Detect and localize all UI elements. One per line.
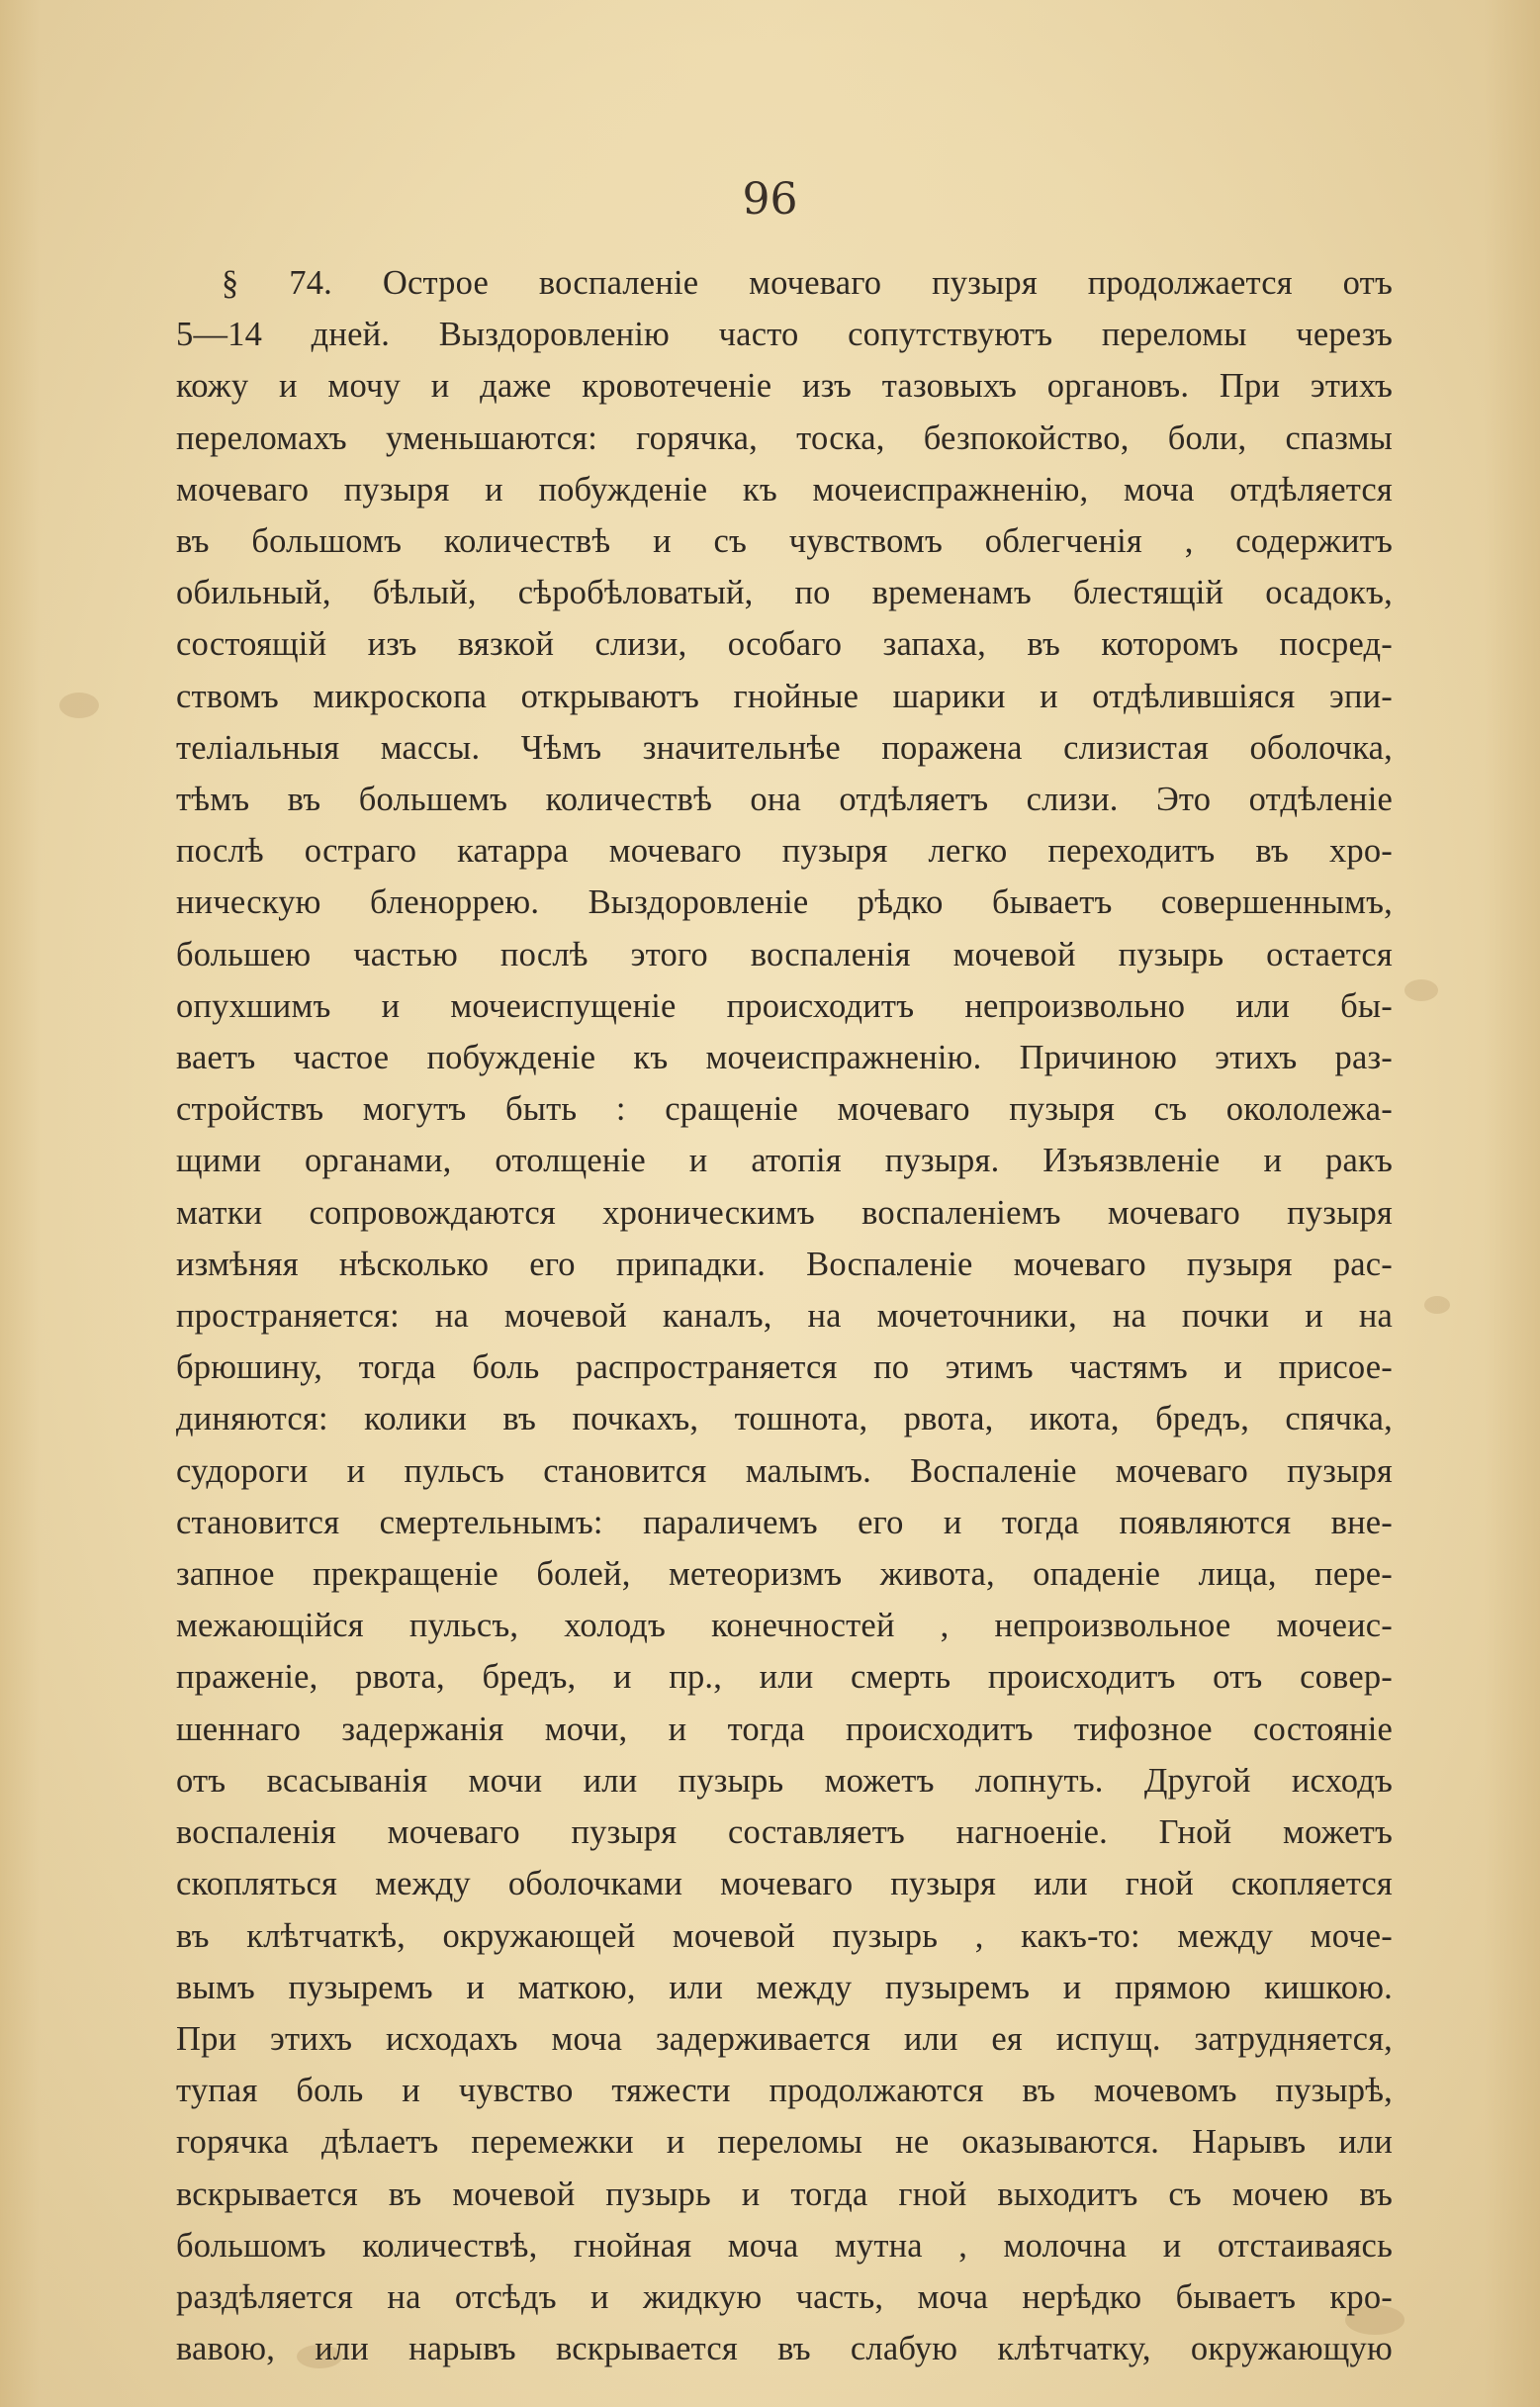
text-line: измѣняя нѣсколько его припадки. Воспаленіе мочеваго пузыря рас- — [176, 1245, 1393, 1283]
text-line: тѣмъ въ большемъ количествѣ она отдѣляетъ слизи. Это отдѣленіе — [176, 781, 1393, 819]
text-line: праженіе, рвота, бредъ, и пр., или смерть происходитъ отъ совер- — [176, 1658, 1393, 1697]
text-line: опухшимъ и мочеиспущеніе происходитъ непроизвольно или бы- — [176, 986, 1393, 1025]
text-line: вскрывается въ мочевой пузырь и тогда гной выходитъ съ мочею въ — [176, 2175, 1393, 2213]
text-line: матки сопровождаются хроническимъ воспаленіемъ мочеваго пузыря — [176, 1193, 1393, 1232]
text-line: большомъ количествѣ, гнойная моча мутна , молочна и отстаиваясь — [176, 2226, 1393, 2265]
text-line: вымъ пузыремъ и маткою, или между пузыремъ и прямою кишкою. — [176, 1968, 1393, 2006]
paragraph-74 — [176, 257, 1393, 2374]
text-line: диняются: колики въ почкахъ, тошнота, рвота, икота, бредъ, спячка, — [176, 1400, 1393, 1438]
text-line: мочеваго пузыря и побужденіе къ мочеиспражненію, моча отдѣляется — [176, 470, 1393, 509]
text-line: пространяется: на мочевой каналъ, на мочеточники, на почки и на — [176, 1297, 1393, 1336]
text-line: теліальныя массы. Чѣмъ значительнѣе поражена слизистая оболочка, — [176, 728, 1393, 767]
text-line: брюшину, тогда боль распространяется по этимъ частямъ и присое- — [176, 1348, 1393, 1387]
text-line: 5—14 дней. Выздоровленію часто сопутствуютъ переломы черезъ — [176, 316, 1393, 354]
text-line: межающійся пульсъ, холодъ конечностей , непроизвольное мочеис- — [176, 1607, 1393, 1645]
text-line: ваетъ частое побужденіе къ мочеиспражненію. Причиною этихъ раз- — [176, 1039, 1393, 1077]
text-line: въ большомъ количествѣ и съ чувствомъ облегченія , содержитъ — [176, 522, 1393, 561]
text-line: становится смертельнымъ: параличемъ его и тогда появляются вне- — [176, 1503, 1393, 1541]
text-line: ствомъ микроскопа открываютъ гнойные шарики и отдѣлившіяся эпи- — [176, 677, 1393, 715]
paper-stain — [1404, 979, 1438, 1001]
text-line: ническую бленоррею. Выздоровленіе рѣдко бываетъ совершеннымъ, — [176, 883, 1393, 922]
text-line: стройствъ могутъ быть : сращеніе мочеваго пузыря съ окололежа- — [176, 1090, 1393, 1129]
page-number: 96 — [742, 174, 798, 225]
text-line: обильный, бѣлый, сѣробѣловатый, по временамъ блестящій осадокъ, — [176, 574, 1393, 612]
paper-stain — [59, 693, 99, 718]
text-line: запное прекращеніе болей, метеоризмъ живота, опаденіе лица, пере- — [176, 1555, 1393, 1594]
text-line: шеннаго задержанія мочи, и тогда происходитъ тифозное состояніе — [176, 1710, 1393, 1748]
text-line: отъ всасыванія мочи или пузырь можетъ лопнуть. Другой исходъ — [176, 1761, 1393, 1800]
text-line: щими органами, отолщеніе и атопія пузыря. Изъязвленіе и ракъ — [176, 1142, 1393, 1180]
text-line: скопляться между оболочками мочеваго пузыря или гной скопляется — [176, 1865, 1393, 1903]
text-line: въ клѣтчаткѣ, окружающей мочевой пузырь , какъ-то: между моче- — [176, 1916, 1393, 1955]
text-line: При этихъ исходахъ моча задерживается или ея испущ. затрудняется, — [176, 2019, 1393, 2058]
text-line: послѣ остраго катарра мочеваго пузыря легко переходитъ въ хро- — [176, 832, 1393, 871]
text-line: горячка дѣлаетъ перемежки и переломы не оказываются. Нарывъ или — [176, 2123, 1393, 2162]
text-line: кожу и мочу и даже кровотеченіе изъ тазовыхъ органовъ. При этихъ — [176, 367, 1393, 406]
text-line: судороги и пульсъ становится малымъ. Воспаленіе мочеваго пузыря — [176, 1451, 1393, 1490]
text-line: большею частью послѣ этого воспаленія мочевой пузырь остается — [176, 935, 1393, 973]
text-line: воспаленія мочеваго пузыря составляетъ нагноеніе. Гной можетъ — [176, 1813, 1393, 1852]
text-line: § 74. Острое воспаленіе мочеваго пузыря продолжается отъ — [222, 264, 1393, 302]
text-line: состоящій изъ вязкой слизи, особаго запаха, въ которомъ посред- — [176, 625, 1393, 664]
text-line: тупая боль и чувство тяжести продолжаются въ мочевомъ пузырѣ, — [176, 2072, 1393, 2110]
text-line: переломахъ уменьшаются: горячка, тоска, безпокойство, боли, спазмы — [176, 418, 1393, 457]
paper-stain — [1424, 1296, 1450, 1314]
text-line: вавою, или нарывъ вскрывается въ слабую клѣтчатку, окружающую — [176, 2330, 1393, 2368]
text-line: раздѣляется на отсѣдъ и жидкую часть, моча нерѣдко бываетъ кро- — [176, 2277, 1393, 2316]
